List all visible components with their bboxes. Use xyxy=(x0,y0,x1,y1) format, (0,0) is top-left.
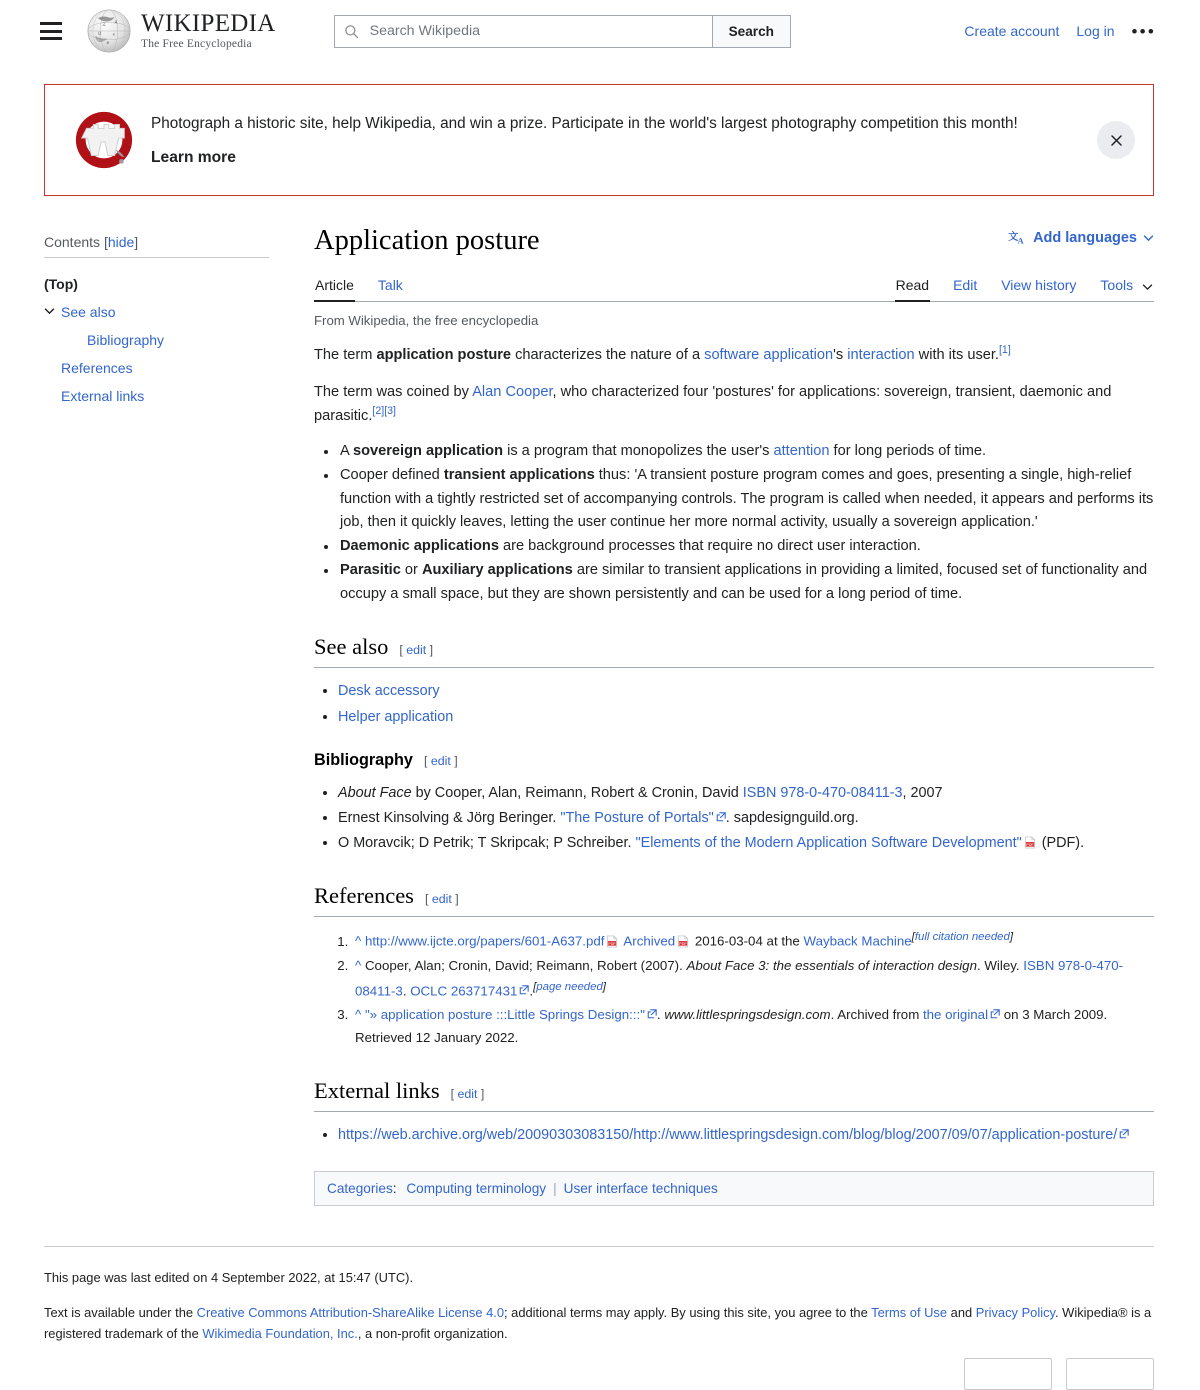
edit-section-link: [ edit ] xyxy=(399,643,434,658)
p2-pre: The term was coined by xyxy=(314,384,473,401)
link-oclc[interactable]: OCLC 263717431 xyxy=(410,982,518,998)
reference-item xyxy=(352,928,1154,953)
wiki-loves-monuments-icon xyxy=(73,109,135,171)
reference-item xyxy=(352,955,1154,1003)
list-item xyxy=(338,831,1154,855)
needed-label[interactable]: full citation needed xyxy=(914,931,1010,944)
link-desk-accessory[interactable]: Desk accessory xyxy=(338,683,440,700)
lead-paragraph-2 xyxy=(314,381,1154,429)
biblio-text-2: (PDF). xyxy=(1037,835,1085,852)
svg-text:A: A xyxy=(1017,235,1024,246)
external-link-icon xyxy=(1119,1129,1129,1139)
tab-article[interactable] xyxy=(314,277,355,301)
list-item xyxy=(338,705,1154,729)
table-of-contents xyxy=(44,223,312,1206)
list-item xyxy=(338,464,1154,535)
reference-marker-3[interactable] xyxy=(384,405,396,417)
b2-pre: Cooper defined xyxy=(340,466,444,483)
toc-item-label[interactable]: References xyxy=(61,360,133,376)
section-title: See also xyxy=(314,634,389,660)
trademark-text: . Wikipedia® is a registered trademark of the xyxy=(44,1304,1152,1341)
close-icon xyxy=(1109,133,1124,148)
search-box[interactable] xyxy=(334,15,712,48)
license-mid: ; additional terms may apply. By using this site, you agree to the xyxy=(504,1304,872,1320)
ref2-text-1: Cooper, Alan; Cronin, David; Reimann, Robert (2007). xyxy=(364,957,687,973)
link-posture-of-portals[interactable]: "The Posture of Portals" xyxy=(560,810,714,826)
wikipedia-logo-link[interactable] xyxy=(86,8,276,54)
svg-text:文: 文 xyxy=(101,21,106,27)
page-needed-tag[interactable]: [page needed] xyxy=(533,980,606,993)
category-separator: | xyxy=(553,1180,557,1196)
banner-text xyxy=(151,113,1087,166)
tab-talk[interactable] xyxy=(377,277,404,301)
title-row xyxy=(314,223,1154,259)
tab-label: Edit xyxy=(953,276,978,293)
section-title: Bibliography xyxy=(314,750,413,769)
p2-post: , who characterized four 'postures' for applications: sovereign, transient, daemonic and parasitic. xyxy=(314,384,1112,425)
article-content xyxy=(312,223,1154,1206)
ellipsis-icon[interactable]: ••• xyxy=(1131,21,1156,41)
search-button[interactable]: Search xyxy=(712,15,791,48)
biblio-text-2: . sapdesignguild.org. xyxy=(725,810,859,826)
site-footer xyxy=(44,1246,1154,1390)
b3-mid: are background processes that require no direct user interaction. xyxy=(498,538,921,555)
edit-section-link: [ edit ] xyxy=(450,1086,485,1101)
see-also-list xyxy=(314,679,1154,728)
translate-icon xyxy=(1008,229,1027,246)
link-archived[interactable]: Archived xyxy=(623,933,676,949)
chevron-down-icon xyxy=(1143,234,1154,241)
reference-marker-label[interactable]: [3] xyxy=(384,405,396,418)
section-title: External links xyxy=(314,1077,440,1103)
tab-read[interactable] xyxy=(895,277,930,301)
site-subtitle: From Wikipedia, the free encyclopedia xyxy=(314,312,539,328)
fundraising-banner xyxy=(44,84,1154,196)
ref2-text-2: . Wiley. xyxy=(976,957,1024,973)
add-languages-button[interactable] xyxy=(1008,223,1154,246)
link-the-original[interactable]: the original xyxy=(922,1006,989,1022)
link-helper-application[interactable]: Helper application xyxy=(338,708,454,725)
biblio-text-1: O Moravcik; D Petrik; T Skripcak; P Schreiber. xyxy=(338,835,636,852)
toc-heading xyxy=(44,234,269,258)
backref-caret[interactable]: ^ xyxy=(355,933,362,949)
wikipedia-wordmark xyxy=(141,11,276,51)
search-input[interactable] xyxy=(368,22,712,40)
svg-text:Я: Я xyxy=(114,20,117,25)
lead-paragraph-1 xyxy=(314,344,1154,368)
hamburger-icon[interactable] xyxy=(40,22,62,40)
b4-post: are similar to transient applications in providing a limited, focused set of functionality and occupy a small space, but they are shown persistently and can be used for a long period of time. xyxy=(340,561,1148,602)
list-item xyxy=(338,535,1154,559)
external-links-list xyxy=(314,1123,1154,1147)
pdf-icon xyxy=(1024,836,1036,849)
p1-mid2: 's xyxy=(833,346,848,363)
b1-post: for long periods of time. xyxy=(829,442,987,459)
tab-edit[interactable] xyxy=(952,277,978,301)
footer-badges xyxy=(44,1358,1154,1390)
page-title: Application posture xyxy=(314,225,540,256)
edit-link-label[interactable]: edit xyxy=(457,1086,478,1101)
hamburger-bar xyxy=(40,30,62,33)
ref2-italic: About Face 3: the essentials of interaction design xyxy=(686,957,977,973)
link-wikimedia-foundation[interactable]: Wikimedia Foundation, Inc. xyxy=(202,1325,358,1341)
b1-mid: is a program that monopolizes the user's xyxy=(503,442,774,459)
log-in-link[interactable]: Log in xyxy=(1076,23,1115,39)
site-header xyxy=(0,0,1200,62)
reference-marker-label[interactable]: [2] xyxy=(372,405,385,418)
tab-label: Read xyxy=(895,276,930,293)
toc-hide-link[interactable]: hide xyxy=(107,234,135,250)
backref-caret[interactable]: ^ xyxy=(355,1006,362,1022)
chevron-down-icon[interactable] xyxy=(44,307,55,314)
external-link-icon xyxy=(990,1009,1000,1019)
b4-bold2: Auxiliary applications xyxy=(421,561,573,578)
svg-text:Ω: Ω xyxy=(97,30,102,36)
svg-text:文: 文 xyxy=(1008,232,1019,244)
banner-message: Photograph a historic site, help Wikipedia, and win a prize. Participate in the world's largest photography competition this month! xyxy=(151,115,1018,133)
link-privacy-policy[interactable]: Privacy Policy xyxy=(975,1304,1056,1320)
hamburger-bar xyxy=(40,22,62,25)
reference-marker-2[interactable] xyxy=(372,405,384,417)
categories-colon: : xyxy=(392,1180,397,1196)
ref2-text-4: . xyxy=(529,982,534,998)
link-alan-cooper[interactable]: Alan Cooper xyxy=(472,384,553,401)
wordmark-title: WIKIPEDIA xyxy=(141,10,276,38)
toc-list xyxy=(44,270,312,410)
p1-mid1: characterizes the nature of a xyxy=(511,346,705,363)
list-item xyxy=(338,781,1154,805)
edit-link-label[interactable]: edit xyxy=(430,753,451,768)
category-computing-terminology[interactable]: Computing terminology xyxy=(406,1180,547,1196)
external-link-icon xyxy=(519,985,529,995)
edit-section-link: [ edit ] xyxy=(424,892,459,907)
toc-item-label[interactable]: Bibliography xyxy=(87,332,165,348)
link-elements-modern-app[interactable]: "Elements of the Modern Application Software Development" xyxy=(635,835,1022,852)
toc-item-references[interactable] xyxy=(61,354,312,382)
full-citation-needed-tag[interactable]: [full citation needed] xyxy=(911,931,1014,944)
list-item xyxy=(338,440,1154,464)
link-ijcte-pdf[interactable]: http://www.ijcte.org/papers/601-A637.pdf xyxy=(364,933,605,949)
chevron-down-icon xyxy=(1142,283,1153,290)
banner-close-button[interactable] xyxy=(1097,121,1135,159)
svg-text:PDF: PDF xyxy=(608,941,617,946)
and-word: and xyxy=(947,1304,976,1320)
biblio-text-1: Ernest Kinsolving & Jörg Beringer. xyxy=(338,810,561,826)
external-link-icon xyxy=(716,812,726,822)
category-user-interface-techniques[interactable]: User interface techniques xyxy=(563,1180,718,1196)
section-heading-references xyxy=(314,883,1154,917)
create-account-link[interactable]: Create account xyxy=(964,23,1060,39)
bibliography-list xyxy=(314,781,1154,856)
wordmark-tagline: The Free Encyclopedia xyxy=(141,38,252,51)
list-item xyxy=(338,806,1154,830)
list-item xyxy=(338,679,1154,703)
search-form xyxy=(334,15,791,48)
reference-item xyxy=(352,1004,1154,1050)
p1-bold: application posture xyxy=(376,346,512,363)
license-text xyxy=(44,1303,1154,1345)
edit-section-link: [ edit ] xyxy=(423,753,458,768)
section-heading-external-links xyxy=(314,1078,1154,1112)
mediawiki-badge[interactable] xyxy=(1066,1358,1154,1390)
list-item xyxy=(338,559,1154,607)
ref1-text: 2016-03-04 at the xyxy=(691,933,804,949)
hamburger-bar xyxy=(40,37,62,40)
last-edited-text: This page was last edited on 4 September 2022, at 15:47 (UTC). xyxy=(44,1269,414,1285)
posture-list xyxy=(314,440,1154,606)
link-isbn[interactable]: ISBN 978-0-470-08411-3 xyxy=(742,784,903,801)
b3-bold: Daemonic applications xyxy=(340,538,499,555)
categories-label[interactable]: Categories xyxy=(327,1180,393,1196)
needed-label[interactable]: page needed xyxy=(536,980,603,993)
link-little-springs[interactable]: "» application posture :::Little Springs Design:::" xyxy=(364,1006,645,1022)
toc-heading-label: Contents xyxy=(44,234,101,250)
p1-pre: The term xyxy=(314,346,377,363)
p1-post: with its user. xyxy=(914,346,999,363)
ref3-italic: www.littlespringsdesign.com xyxy=(664,1006,831,1022)
svg-text:א: א xyxy=(112,32,115,37)
backref-caret[interactable]: ^ xyxy=(355,957,362,973)
add-languages-label: Add languages xyxy=(1033,229,1137,246)
reference-marker-label[interactable]: [1] xyxy=(998,343,1011,356)
ref2-text-3: . xyxy=(402,982,411,998)
user-links xyxy=(964,23,1156,40)
toc-item-top[interactable] xyxy=(44,270,312,298)
pdf-icon xyxy=(606,935,618,948)
b2-bold: transient applications xyxy=(443,466,595,483)
svg-text:PDF: PDF xyxy=(1025,843,1034,848)
pdf-icon xyxy=(677,935,689,948)
tab-view-history[interactable] xyxy=(1000,277,1077,301)
search-icon xyxy=(344,24,359,39)
tab-label: Article xyxy=(315,276,354,293)
reference-marker-1[interactable] xyxy=(999,344,1011,356)
page-layout xyxy=(0,223,1200,1206)
b4-bold: Parasitic xyxy=(340,561,401,578)
toc-item-external-links[interactable] xyxy=(61,382,312,410)
svg-text:अ: अ xyxy=(106,40,110,45)
svg-text:PDF: PDF xyxy=(679,941,687,946)
link-interaction[interactable]: interaction xyxy=(847,346,915,363)
section-heading-bibliography xyxy=(314,751,1154,770)
wikipedia-globe-icon xyxy=(86,8,132,54)
license-pre: Text is available under the xyxy=(44,1304,197,1320)
references-list xyxy=(314,928,1154,1049)
toc-item-bibliography[interactable] xyxy=(61,326,312,354)
learn-more-link[interactable]: Learn more xyxy=(151,148,236,166)
ref3-text-3: on 3 March 2009. Retrieved 12 January 2022. xyxy=(355,1006,1108,1045)
section-title: References xyxy=(314,883,414,909)
tab-label: Talk xyxy=(377,276,403,293)
list-item xyxy=(338,1123,1154,1147)
link-isbn[interactable]: ISBN 978-0-470-08411-3 xyxy=(355,957,1124,998)
b1-pre: A xyxy=(340,442,353,459)
link-archive-org[interactable]: https://web.archive.org/web/20090303083150/http://www.littlespringsdesign.com/blog/blog/2007/09/07/application-posture/ xyxy=(338,1126,1118,1143)
link-software-application[interactable]: software application xyxy=(704,346,834,363)
toc-item-label: (Top) xyxy=(44,276,78,292)
link-attention[interactable]: attention xyxy=(773,442,830,459)
edit-link-label[interactable]: edit xyxy=(406,643,427,658)
edit-link-label[interactable]: edit xyxy=(431,892,452,907)
tab-label: Tools xyxy=(1100,276,1134,293)
categories-box xyxy=(314,1171,1154,1206)
link-terms-of-use[interactable]: Terms of Use xyxy=(871,1304,948,1320)
toc-item-label[interactable]: External links xyxy=(61,388,145,404)
biblio-text-1: by Cooper, Alan, Reimann, Robert & Cronin, David xyxy=(411,784,743,801)
biblio-text-2: , 2007 xyxy=(902,784,943,801)
tab-tools[interactable] xyxy=(1099,277,1154,301)
b2-mid: thus: 'A transient posture program comes and goes, presenting a single, high-relief function with a tightly restricted set of accompanying controls. The program is called when needed, it appears and performs its job, then it quickly leaves, letting the user continue her more normal activity, usually a sovereign application.' xyxy=(340,466,1154,531)
toc-bracket-close: ] xyxy=(134,234,139,250)
toc-bracket-open: [ xyxy=(103,234,108,250)
link-cc-license[interactable]: Creative Commons Attribution-ShareAlike License 4.0 xyxy=(196,1304,505,1320)
nonprofit-text: , a non-profit organization. xyxy=(357,1325,508,1341)
tab-label: View history xyxy=(1001,276,1077,293)
article-body xyxy=(314,344,1154,607)
b4-mid: or xyxy=(400,561,422,578)
view-tabs xyxy=(873,277,1154,301)
toc-item-label[interactable]: See also xyxy=(61,304,116,320)
wikimedia-foundation-badge[interactable] xyxy=(964,1358,1052,1390)
section-heading-see-also xyxy=(314,634,1154,668)
ref3-text-1: . xyxy=(656,1006,665,1022)
ref3-text-2: . Archived from xyxy=(830,1006,923,1022)
external-link-icon xyxy=(647,1009,657,1019)
toc-item-see-also[interactable] xyxy=(61,298,312,326)
link-wayback-machine[interactable]: Wayback Machine xyxy=(803,933,912,949)
b1-bold: sovereign application xyxy=(352,442,504,459)
article-tabs xyxy=(314,273,1154,302)
biblio-title-italic: About Face xyxy=(338,784,412,801)
